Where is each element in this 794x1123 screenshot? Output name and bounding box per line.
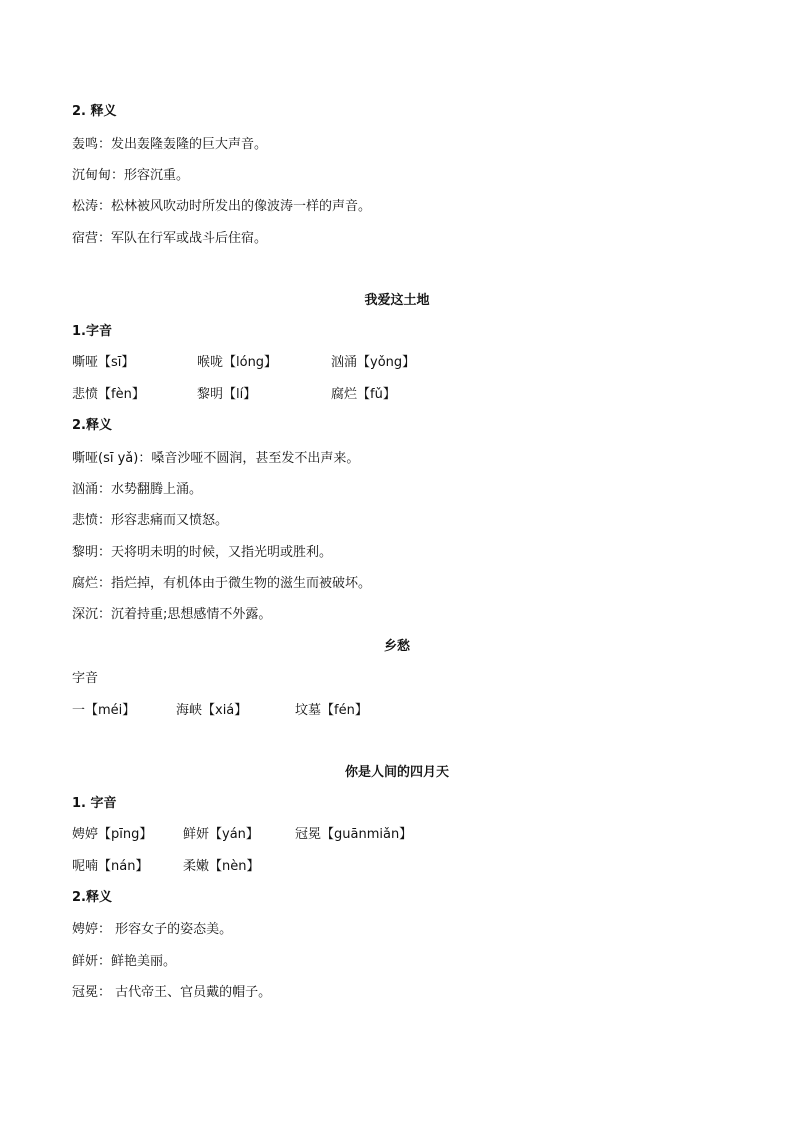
definition-line: 松涛：松林被风吹动时所发出的像波涛一样的声音。 [72, 199, 372, 214]
pronunciation-item: 一【méi】 [72, 703, 136, 718]
definition-line: 汹涌：水势翻腾上涌。 [72, 482, 203, 497]
definition-line: 黎明：天将明未明的时候，又指光明或胜利。 [72, 545, 333, 560]
pronunciation-item: 嘶哑【sī】 [72, 355, 135, 370]
definition-line: 娉婷： 形容女子的姿态美。 [72, 922, 233, 937]
section-heading-pronunciation: 1.字音 [72, 324, 112, 339]
definition-line: 沉甸甸：形容沉重。 [72, 168, 190, 183]
definition-line: 深沉：沉着持重;思想感情不外露。 [72, 607, 272, 622]
pronunciation-item: 柔嫩【nèn】 [183, 859, 260, 874]
definition-line: 宿营：军队在行军或战斗后住宿。 [72, 231, 268, 246]
pronunciation-item: 海峡【xiá】 [176, 703, 248, 718]
pronunciation-item: 呢喃【nán】 [72, 859, 149, 874]
pronunciation-item: 冠冕【guānmiǎn】 [295, 827, 413, 842]
definition-line: 嘶哑(sī yǎ)：嗓音沙哑不圆润，甚至发不出声来。 [72, 451, 360, 466]
lesson-title: 我爱这土地 [364, 293, 430, 308]
pronunciation-item: 娉婷【pīng】 [72, 827, 153, 842]
pronunciation-item: 坟墓【fén】 [295, 703, 368, 718]
section-heading-definitions: 2.释义 [72, 890, 112, 905]
pronunciation-item: 悲愤【fèn】 [72, 387, 145, 402]
definition-line: 鲜妍：鲜艳美丽。 [72, 954, 177, 969]
pronunciation-item: 汹涌【yǒng】 [331, 355, 416, 370]
definition-line: 悲愤：形容悲痛而又愤怒。 [72, 513, 229, 528]
definition-line: 腐烂：指烂掉，有机体由于微生物的滋生而被破坏。 [72, 576, 372, 591]
pronunciation-item: 黎明【lí】 [197, 387, 257, 402]
section-heading-pronunciation: 1. 字音 [72, 796, 117, 811]
section-heading-pronunciation: 字音 [72, 671, 99, 686]
lesson-title: 乡愁 [383, 639, 410, 654]
lesson-title: 你是人间的四月天 [344, 765, 449, 780]
section-heading-definitions: 2. 释义 [72, 104, 117, 119]
pronunciation-item: 喉咙【lóng】 [197, 355, 278, 370]
pronunciation-item: 腐烂【fǔ】 [331, 387, 396, 402]
definition-line: 冠冕： 古代帝王、官员戴的帽子。 [72, 985, 272, 1000]
definition-line: 轰鸣：发出轰隆轰隆的巨大声音。 [72, 137, 268, 152]
section-heading-definitions: 2.释义 [72, 418, 112, 433]
pronunciation-item: 鲜妍【yán】 [183, 827, 259, 842]
